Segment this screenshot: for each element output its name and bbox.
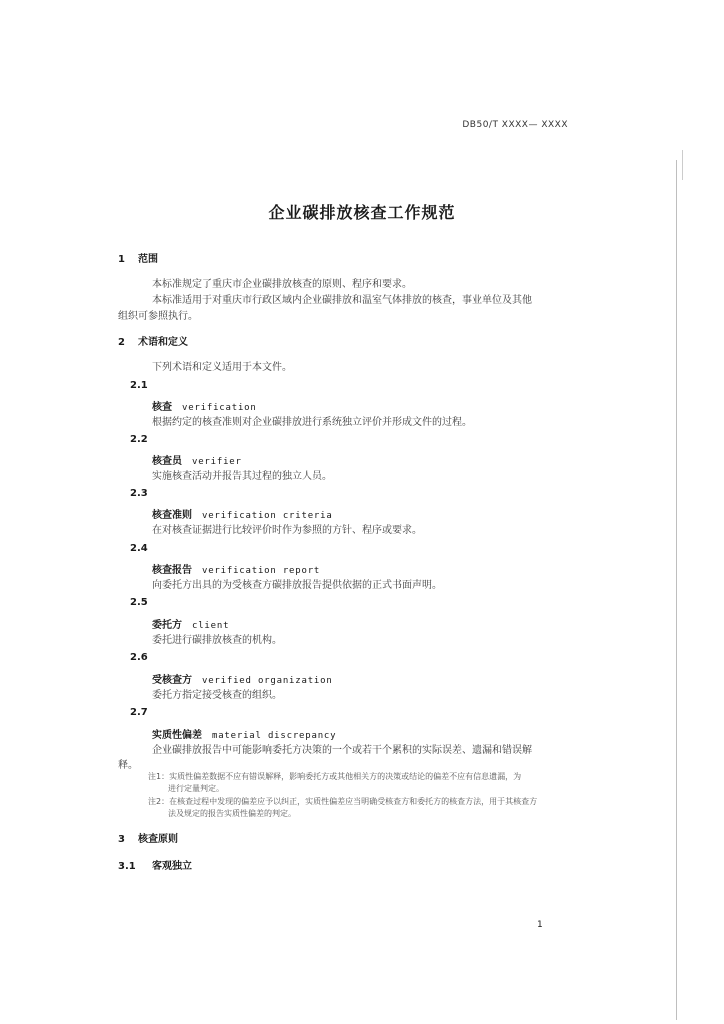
term-entry — [152, 398, 257, 413]
document-title: 企业碳排放核查工作规范 — [268, 203, 456, 222]
scope-paragraph-1: 本标准规定了重庆市企业碳排放核查的原则、程序和要求。 — [152, 279, 412, 290]
term-cn: 委托方 — [152, 620, 182, 631]
term-definition: 企业碳排放报告中可能影响委托方决策的一个或若干个累积的实际误差、遗漏和错误解 — [152, 745, 532, 756]
term-en: verification report — [202, 566, 321, 576]
section-1-heading — [118, 250, 158, 265]
scan-edge-line — [676, 160, 677, 1020]
term-en: material discrepancy — [212, 731, 337, 741]
clause-number: 2.7 — [130, 707, 148, 718]
term-entry — [152, 616, 229, 631]
standard-code: DB50/T XXXX— XXXX — [462, 120, 568, 130]
note-1: 注1：实质性偏差数据不应有错误解释，影响委托方或其他相关方的决策或结论的偏差不应有信息遗漏，为 — [148, 772, 522, 781]
term-cn: 核查报告 — [152, 565, 192, 576]
section-number: 1 — [118, 254, 125, 265]
term-definition: 委托进行碳排放核查的机构。 — [152, 635, 282, 646]
term-cn: 实质性偏差 — [152, 730, 202, 741]
section-title: 术语和定义 — [138, 337, 188, 348]
section-number: 2 — [118, 337, 125, 348]
term-entry — [152, 671, 333, 686]
note-2-cont: 法及规定的报告实质性偏差的判定。 — [168, 809, 296, 818]
page-number: 1 — [537, 920, 543, 930]
term-cn: 受核查方 — [152, 675, 192, 686]
scan-edge-mark — [682, 150, 683, 180]
term-en: client — [192, 621, 230, 631]
section-2-heading — [118, 333, 188, 348]
section-number: 3 — [118, 834, 125, 845]
section-3-heading — [118, 830, 178, 845]
term-definition: 向委托方出具的为受核查方碳排放报告提供依据的正式书面声明。 — [152, 580, 442, 591]
section-3-1-heading — [118, 857, 192, 872]
clause-number: 2.2 — [130, 434, 148, 445]
section-title: 范围 — [138, 254, 158, 265]
section-title: 核查原则 — [138, 834, 178, 845]
term-en: verification — [182, 403, 257, 413]
term-definition: 根据约定的核查准则对企业碳排放进行系统独立评价并形成文件的过程。 — [152, 417, 472, 428]
scope-paragraph-2: 本标准适用于对重庆市行政区域内企业碳排放和温室气体排放的核查，事业单位及其他 — [152, 295, 532, 306]
term-definition: 在对核查证据进行比较评价时作为参照的方针、程序或要求。 — [152, 525, 422, 536]
scope-paragraph-2-cont: 组织可参照执行。 — [118, 311, 198, 322]
note-2: 注2：在核查过程中发现的偏差应予以纠正，实质性偏差应当明确受核查方和委托方的核查方法，用于其核查方 — [148, 797, 538, 806]
clause-number: 2.3 — [130, 488, 148, 499]
note-1-cont: 进行定量判定。 — [168, 784, 224, 793]
clause-number: 2.1 — [130, 380, 148, 391]
section-title: 客观独立 — [152, 861, 192, 872]
section-number: 3.1 — [118, 861, 136, 872]
clause-number: 2.6 — [130, 652, 148, 663]
term-cn: 核查 — [152, 402, 172, 413]
term-definition: 委托方指定接受核查的组织。 — [152, 690, 282, 701]
term-definition: 实施核查活动并报告其过程的独立人员。 — [152, 471, 332, 482]
term-entry — [152, 506, 333, 521]
term-en: verifier — [192, 457, 242, 467]
clause-number: 2.5 — [130, 597, 148, 608]
term-en: verified organization — [202, 676, 333, 686]
clause-number: 2.4 — [130, 543, 148, 554]
term-entry — [152, 726, 336, 741]
term-cn: 核查准则 — [152, 510, 192, 521]
term-entry — [152, 452, 242, 467]
terms-intro: 下列术语和定义适用于本文件。 — [152, 362, 292, 373]
term-en: verification criteria — [202, 511, 333, 521]
term-entry — [152, 561, 320, 576]
term-definition-cont: 释。 — [118, 760, 138, 771]
term-cn: 核查员 — [152, 456, 182, 467]
